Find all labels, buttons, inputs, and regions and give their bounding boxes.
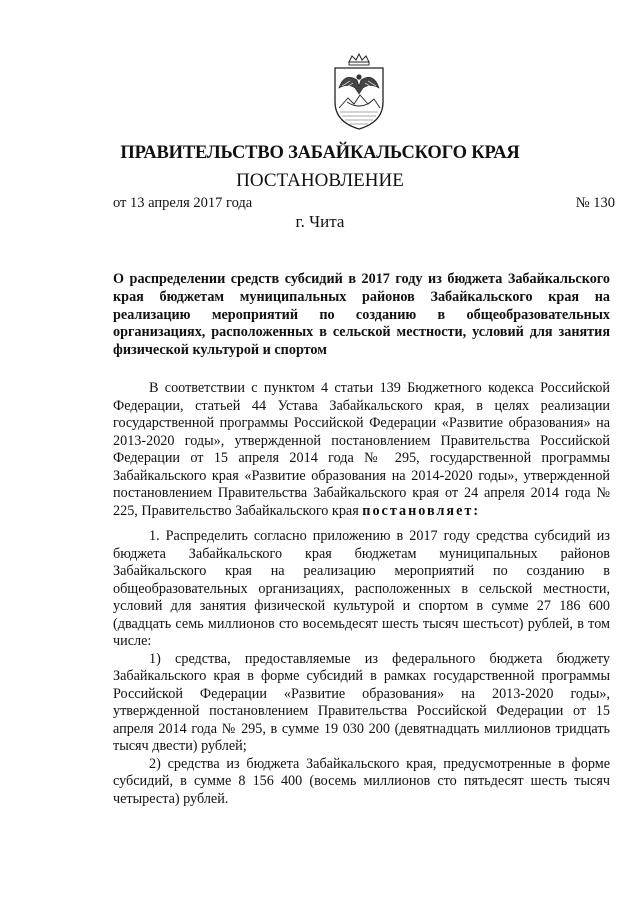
document-number: № 130: [575, 195, 615, 211]
item-1-paragraph: 1. Распределить согласно приложению в 2017 году средства субсидий из бюджета Забайкальского края бюджетам муниципальных районов Забайкальского края на реализацию мероприятий по созданию в общеобразовательных организациях, расположенных в сельской местности, условий для занятия физической культурой и спортом в сумме 27 186 600 (двадцать семь миллионов сто восемьдесят шесть тысяч шестьсот) рублей, в том числе:: [113, 528, 610, 649]
document-city: г. Чита: [295, 212, 345, 231]
coat-of-arms-icon: [330, 52, 388, 132]
document-date: от 13 апреля 2017 года: [113, 195, 253, 211]
preamble-paragraph: [113, 380, 610, 520]
sub-item-2-paragraph: 2) средства из бюджета Забайкальского края, предусмотренные в форме субсидий, в сумме 8 156 400 (восемь миллионов сто пятьдесят шесть тысяч четыреста) рублей.: [113, 755, 610, 807]
coat-of-arms-emblem: [330, 52, 388, 132]
document-title: О распределении средств субсидий в 2017 году из бюджета Забайкальского края бюджетам муниципальных районов Забайкальского края на реализацию мероприятий по созданию в общеобразовательных организациях, расположенных в сельской местности, условий для занятия физической культурой и спортом: [113, 271, 610, 359]
document-type: ПОСТАНОВЛЕНИЕ: [236, 170, 404, 191]
sub-item-1-paragraph: 1) средства, предоставляемые из федерального бюджета бюджету Забайкальского края в форме субсидий в рамках государственной программы Российской Федерации «Развитие образования» на 2013-2020 годы», утвержденной постановлением Правительства Российской Федерации от 15 апреля 2014 года № 295, в сумме 19 030 200 (девятнадцать миллионов тридцать тысяч двести) рублей;: [113, 650, 610, 754]
document-body: [113, 380, 610, 808]
resolves-keyword: постановляет:: [362, 502, 481, 519]
organization-name: ПРАВИТЕЛЬСТВО ЗАБАЙКАЛЬСКОГО КРАЯ: [120, 143, 520, 163]
preamble-text: В соответствии с пунктом 4 статьи 139 Бюджетного кодекса Российской Федерации, статьей 44 Устава Забайкальского края, в целях реализации государственной программы Российской Федерации «Развитие образования» на 2013-2020 годы», утвержденной постановлением Правительства Российской Федерации от 15 апреля 2014 года № 295, государственной программы Забайкальского края «Развитие образования на 2014-2020 годы», утвержденной постановлением Правительства Забайкальского края от 24 апреля 2014 года № 225, Правительство Забайкальского края: [113, 380, 610, 519]
